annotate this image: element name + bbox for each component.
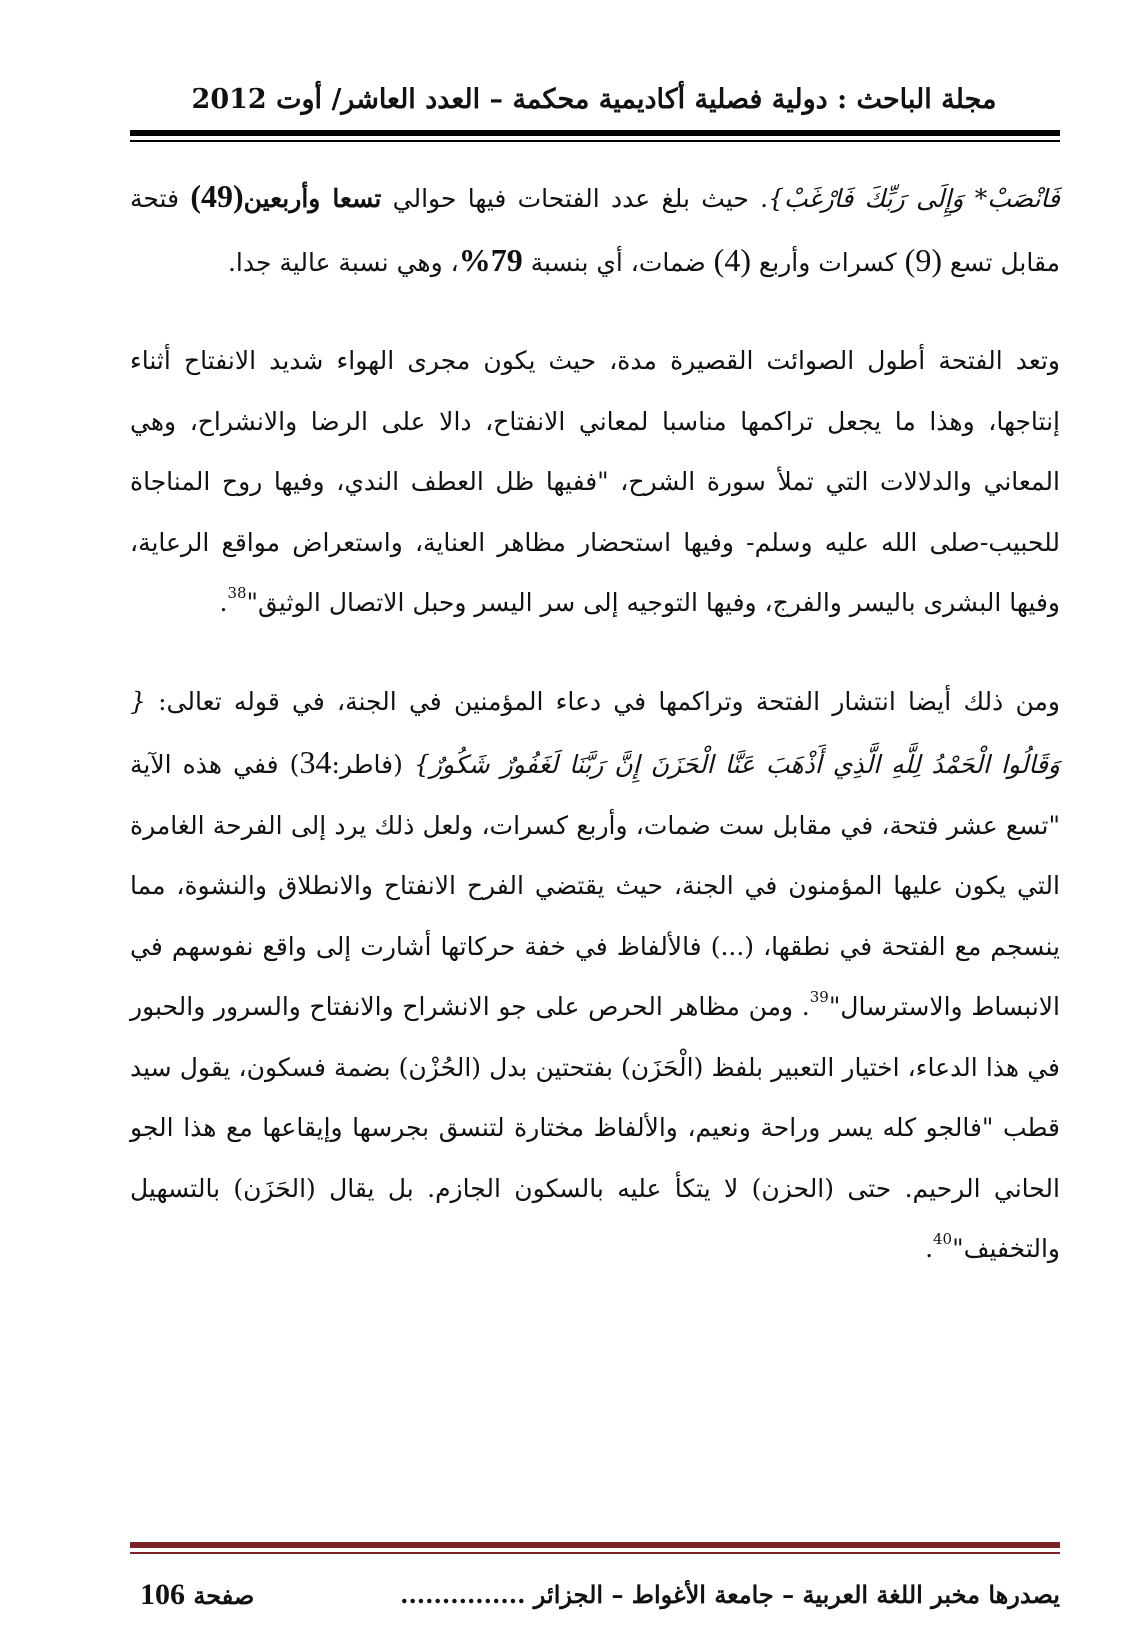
text-span: .	[219, 588, 228, 617]
text-span: (فاطر:	[331, 750, 414, 779]
footer-rule-thin	[130, 1552, 1060, 1554]
text-span: .	[925, 1234, 934, 1263]
footer-publisher: يصدرها مخبر اللغة العربية – جامعة الأغواط – الجزائر ...............	[400, 1580, 1060, 1609]
footnote-ref-39: 39	[809, 987, 829, 1006]
article-body	[130, 166, 1060, 1280]
footer-page-indicator	[140, 1575, 254, 1616]
header-rule-thick	[130, 130, 1060, 136]
text-span: ، وهي نسبة عالية جدا.	[227, 247, 459, 277]
page-footer	[130, 1575, 1060, 1615]
paragraph-2	[130, 331, 1060, 634]
text-span: ) ففي هذه الآية "تسع عشر فتحة، في مقابل ست ضمات، وأربع كسرات، ولعل ذلك يرد إلى الفرحة الغامرة التي يكون عليها المؤمنون في الجنة، حيث يقتضي الفرح الانفتاح والانطلاق والنشوة، مما ينسجم مع الفتحة في نطقها، (...) فالألفاظ في خفة حركاتها أشارت إلى واقع نفوسهم في الانبساط والاسترسال"	[130, 750, 1061, 1021]
text-span: كسرات وأربع	[750, 247, 905, 277]
text-span: ضمات، أي بنسبة	[522, 247, 714, 277]
footnote-ref-40: 40	[933, 1229, 953, 1248]
number-49: (49)	[190, 178, 244, 214]
text-span: . ومن مظاهر الحرص على جو الانشراح والانفتاح والسرور والحبور في هذا الدعاء، اختيار التعبير بلفظ (الْحَزَن) بفتحتين بدل (الحُزْن) بضمة فسكون، يقول سيد قطب "فالجو كله يسر وراحة ونعيم، والألفاظ مختارة لتنسق بجرسها وإيقاعها مع هذا الجو الحاني الرحيم. حتى (الحزن) لا يتكأ عليه بالسكون الجازم. بل يقال (الحَزَن) بالتسهيل والتخفيف"	[130, 992, 1060, 1263]
page-label: صفحة	[193, 1581, 255, 1610]
page-number: 106	[140, 1578, 185, 1611]
number-9: (9)	[904, 241, 942, 278]
text-span: ومن ذلك أيضا انتشار الفتحة وتراكمها في دعاء المؤمنين في الجنة، في قوله تعالى:	[145, 686, 1060, 716]
number-34: 34	[299, 744, 332, 780]
header-rule-thin	[130, 140, 1060, 142]
number-4: (4)	[713, 241, 751, 278]
text-span: فتحة مقابل تسع	[130, 184, 1060, 277]
footer-rule-thick	[130, 1542, 1060, 1548]
paragraph-3	[130, 672, 1060, 1280]
percent-79: 79%	[458, 241, 523, 278]
quran-verse-end: فَانْصَبْ* وَإِلَى رَبِّكَ فَارْغَبْ}.	[760, 184, 1060, 213]
quran-verse: { وَقَالُوا الْحَمْدُ لِلَّهِ الَّذِي أَذْهَبَ عَنَّا الْحَزَنَ إِنَّ رَبَّنَا لَغَفُورٌ شَكُورٌ}	[130, 686, 1060, 779]
bold-count: تسعا وأربعين	[243, 184, 382, 213]
text-span: وتعد الفتحة أطول الصوائت القصيرة مدة، حيث يكون مجرى الهواء شديد الانفتاح أثناء إنتاجها، وهذا ما يجعل تراكمها مناسبا لمعاني الانفتاح، دالا على الرضا والانشراح، وهي المعاني والدلالات التي تملأ سورة الشرح، "ففيها ظل العطف الندي، وفيها روح المناجاة للحبيب-صلى الله عليه وسلم- وفيها استحضار مظاهر العناية، واستعراض مواقع الرعاية، وفيها البشرى باليسر والفرج، وفيها التوجيه إلى سر اليسر وحبل الاتصال الوثيق"	[130, 346, 1060, 617]
text-span: حيث بلغ عدد الفتحات فيها حوالي	[381, 184, 761, 213]
paragraph-1	[130, 166, 1060, 293]
footnote-ref-38: 38	[227, 583, 247, 602]
journal-header-title: مجلة الباحث : دولية فصلية أكاديمية محكمة – العدد العاشر/ أوت 2012	[191, 84, 997, 115]
